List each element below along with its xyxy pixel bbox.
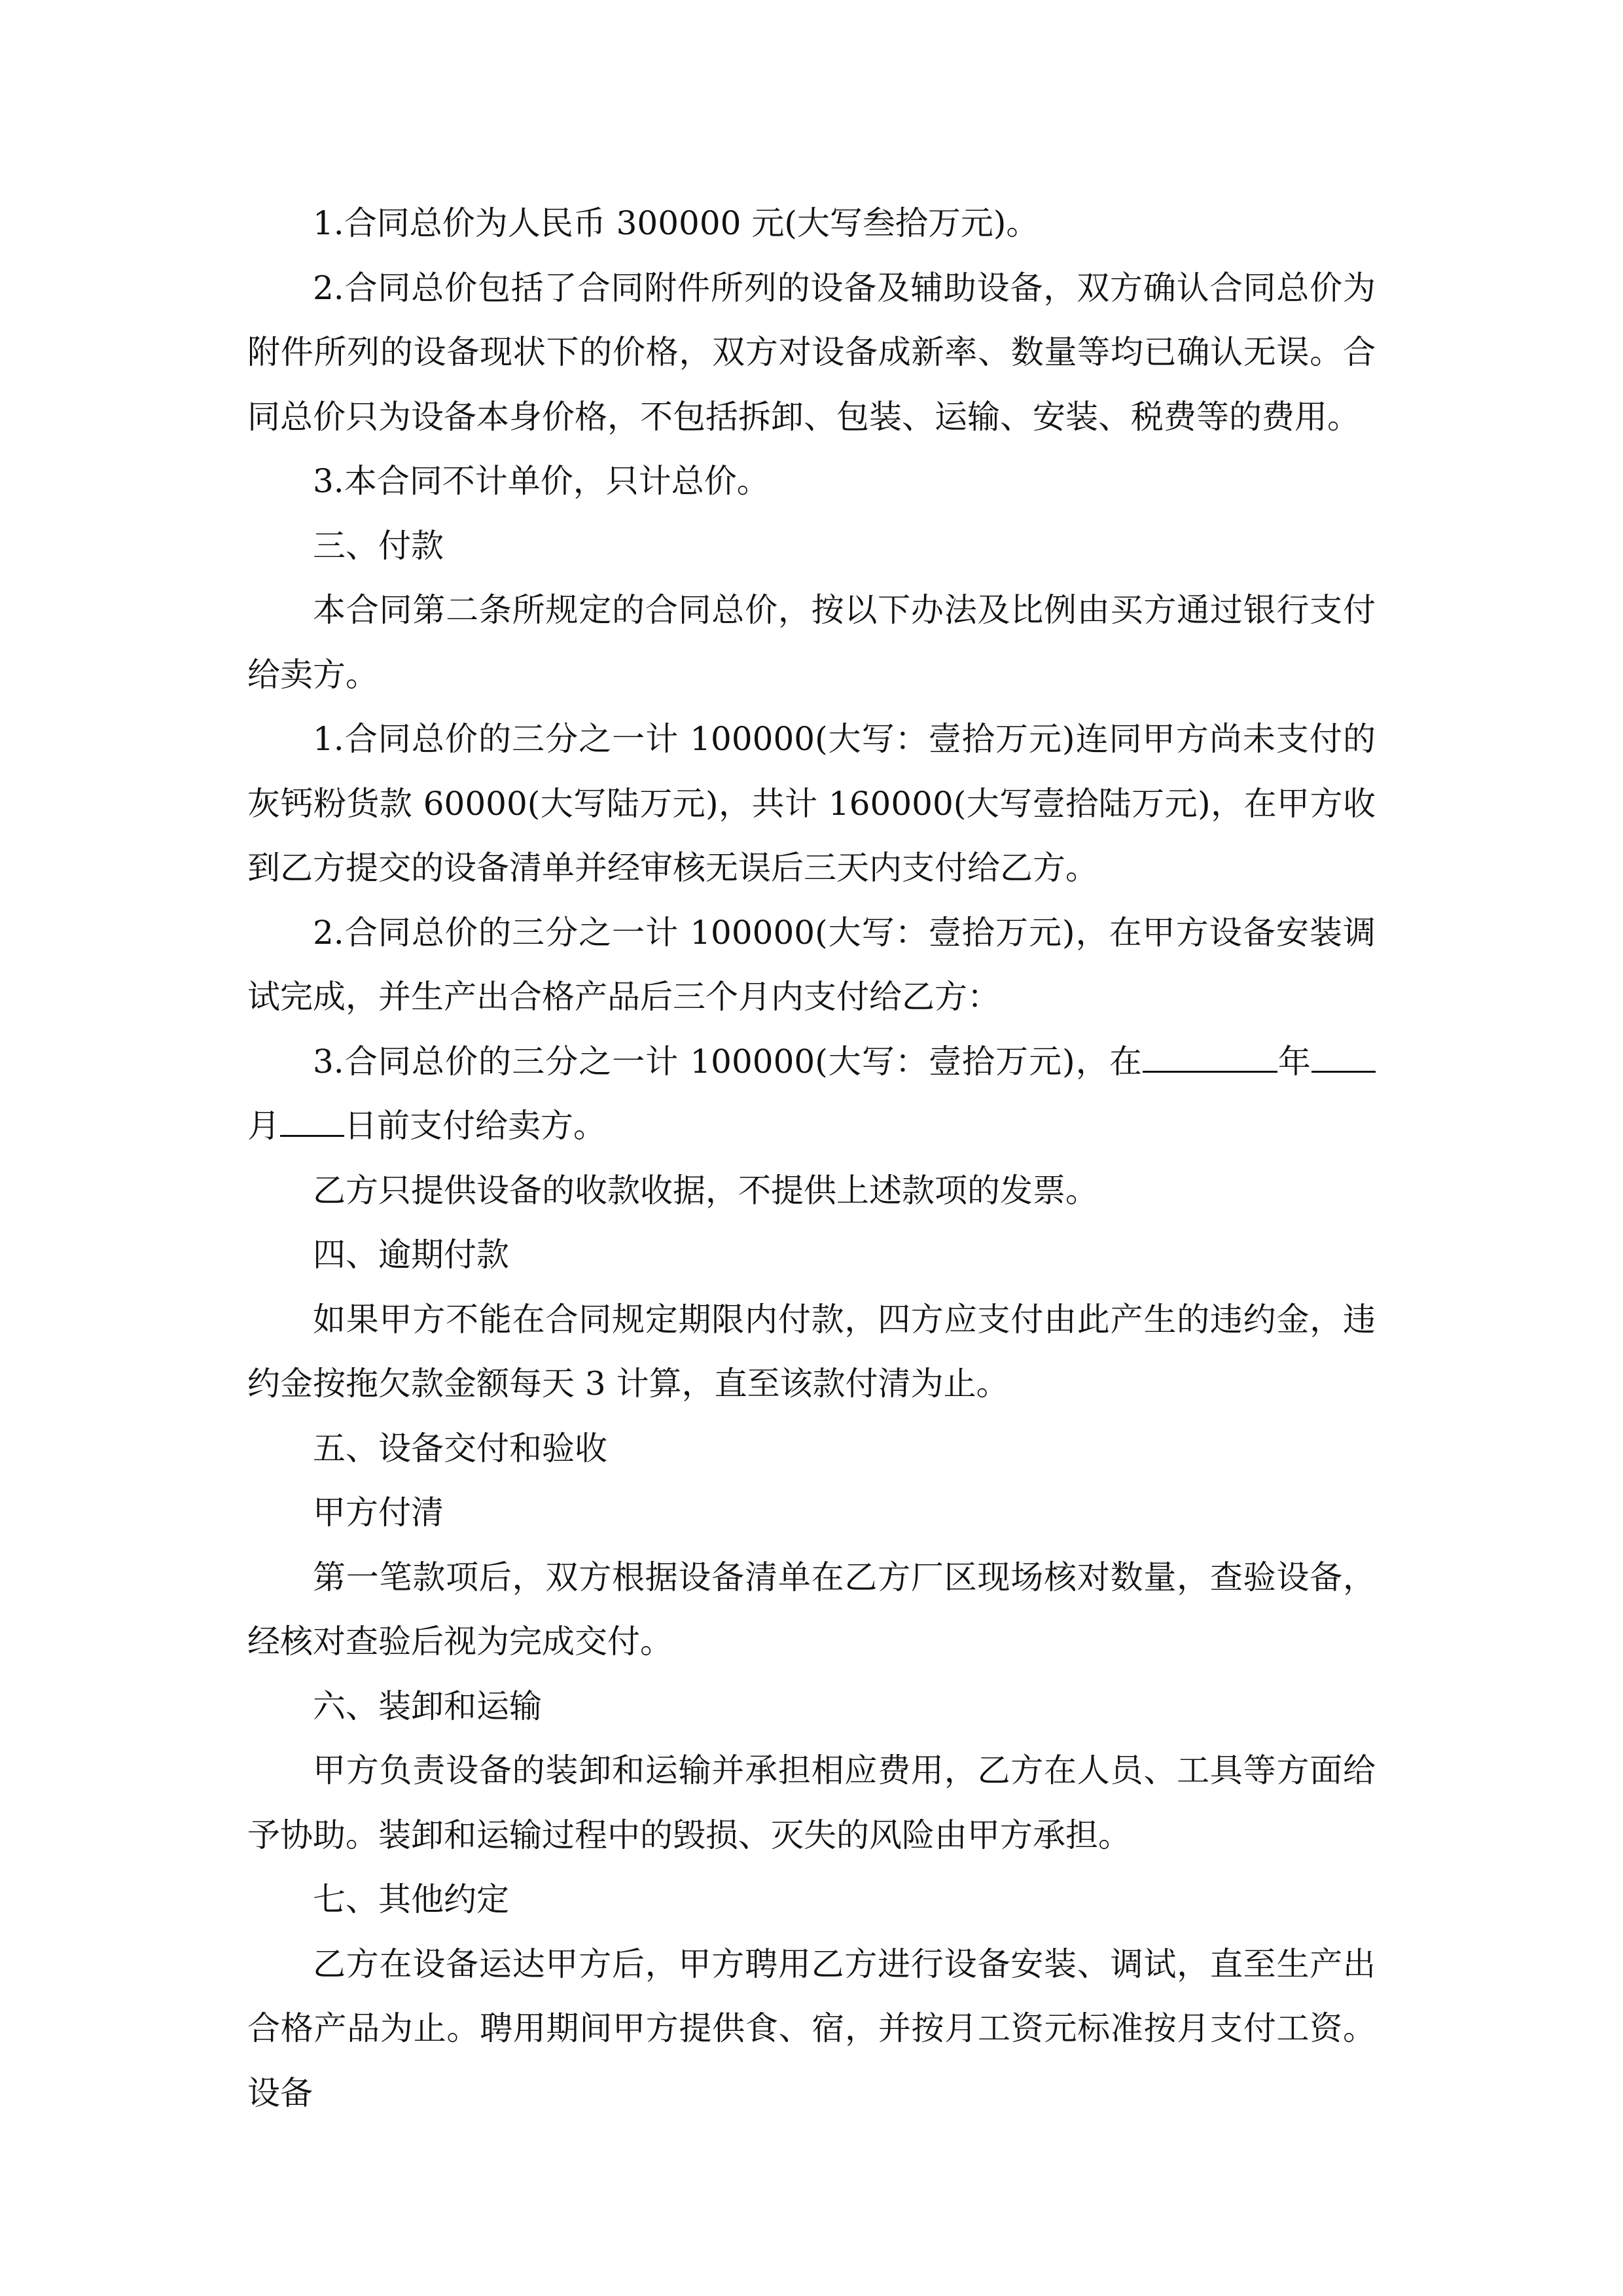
section-heading-delivery: 五、设备交付和验收	[313, 1429, 607, 1467]
year-blank	[1143, 1031, 1277, 1073]
clause-payment-intro: 本合同第二条所规定的合同总价，按以下办法及比例由买方通过银行支付给卖方。	[247, 591, 1376, 694]
payment-third-tail: 日前支付给卖方。	[344, 1107, 606, 1145]
clause-delivery-a: 甲方付清	[313, 1494, 444, 1532]
clause-other: 乙方在设备运达甲方后，甲方聘用乙方进行设备安装、调试，直至生产出合格产品为止。聘用期间甲方提供食、宿，并按月工资元标准按月支付工资。设备	[247, 1945, 1376, 2112]
clause-payment-second: 2.合同总价的三分之一计 100000(大写：壹拾万元)，在甲方设备安装调试完成，并生产出合格产品后三个月内支付给乙方：	[247, 913, 1376, 1016]
clause-transport: 甲方负责设备的装卸和运输并承担相应费用，乙方在人员、工具等方面给予协助。装卸和运输过程中的毁损、灭失的风险由甲方承担。	[247, 1751, 1376, 1854]
clause-receipt: 乙方只提供设备的收款收据，不提供上述款项的发票。	[313, 1171, 1098, 1210]
day-blank	[280, 1096, 344, 1137]
month-blank	[1311, 1031, 1376, 1073]
section-heading-other: 七、其他约定	[313, 1880, 509, 1918]
payment-third-text: 3.合同总价的三分之一计 100000(大写：壹拾万元)，在	[313, 1042, 1143, 1081]
section-heading-overdue: 四、逾期付款	[313, 1236, 509, 1274]
clause-payment-first: 1.合同总价的三分之一计 100000(大写：壹拾万元)连同甲方尚未支付的灰钙粉货款 60000(大写陆万元)，共计 160000(大写壹拾陆万元)，在甲方收到乙方提交的设备清单并经审核无误后三天内支付给乙方。	[247, 720, 1376, 887]
section-heading-payment: 三、付款	[313, 526, 444, 565]
clause-price-scope: 2.合同总价包括了合同附件所列的设备及辅助设备，双方确认合同总价为附件所列的设备现状下的价格，双方对设备成新率、数量等均已确认无误。合同总价只为设备本身价格，不包括拆卸、包装、运输、安装、税费等的费用。	[247, 268, 1376, 436]
clause-overdue: 如果甲方不能在合同规定期限内付款，四方应支付由此产生的违约金，违约金按拖欠款金额每天 3 计算，直至该款付清为止。	[247, 1300, 1376, 1403]
contract-body	[247, 191, 1376, 2125]
year-label: 年	[1277, 1042, 1311, 1081]
clause-payment-third	[247, 1030, 1376, 1158]
month-label: 月	[247, 1107, 280, 1145]
section-heading-transport: 六、装卸和运输	[313, 1687, 542, 1725]
clause-no-unit-price: 3.本合同不计单价，只计总价。	[313, 462, 770, 500]
clause-total-price: 1.合同总价为人民币 300000 元(大写叁拾万元)。	[313, 204, 1039, 242]
clause-delivery-b: 第一笔款项后，双方根据设备清单在乙方厂区现场核对数量，查验设备，经核对查验后视为完成交付。	[247, 1558, 1376, 1660]
